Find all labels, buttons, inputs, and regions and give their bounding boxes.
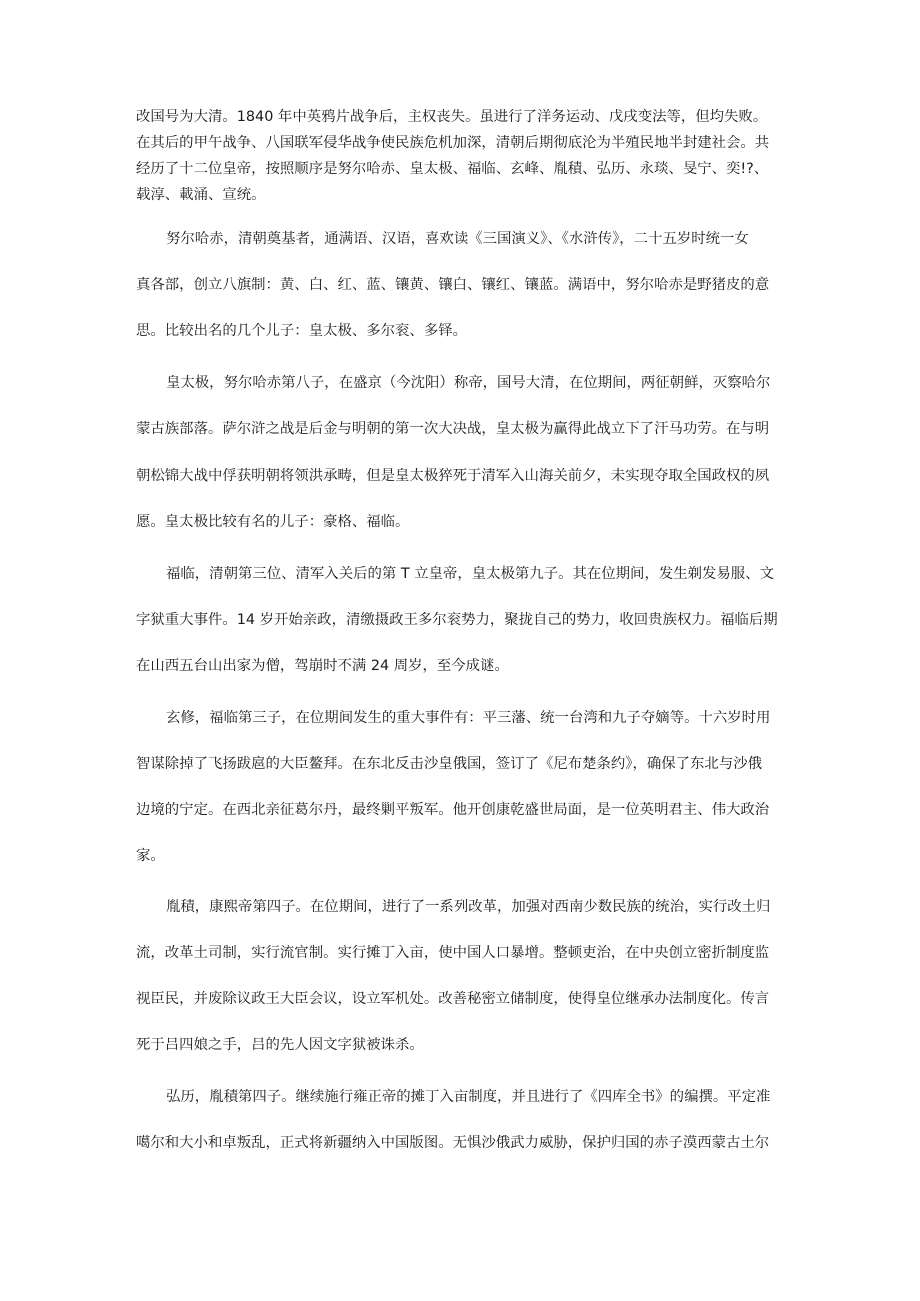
text-line: 皇太极，努尔哈赤第八子，在盛京（今沈阳）称帝，国号大清，在位期间，两征朝鲜，灭察哈尔	[166, 375, 771, 391]
text-line: 玄修，福临第三子，在位期间发生的重大事件有：平三藩、统一台湾和九子夺嫡等。十六岁时用	[166, 710, 771, 726]
text-line: 努尔哈赤，清朝奠基者，通满语、汉语，喜欢读《三国演义》、《水浒传》，二十五岁时统一女	[166, 231, 749, 247]
text-line: 福临，清朝第三位、清军入关后的第 T 立皇帝，皇太极第九子。其在位期间，发生剃发易服、文	[166, 566, 774, 582]
text-line: 胤積，康熙帝第四子。在位期间，进行了一系列改革，加强对西南少数民族的统治，实行改土归	[166, 899, 771, 915]
text-line: 改国号为大清。1840 年中英鸦片战争后，主权丧失。虽进行了洋务运动、戊戌变法等，但均失败。	[136, 109, 768, 125]
text-line: 在山西五台山出家为僧，驾崩时不满 24 周岁，至今成谜。	[136, 658, 509, 674]
text-line: 经历了十二位皇帝，按照顺序是努尔哈赤、皇太极、福临、玄峰、胤積、弘历、永琰、旻宁、奕!?、	[136, 161, 769, 177]
text-line: 载淳、載涌、宣统。	[136, 187, 266, 203]
text-line: 死于吕四娘之手，吕的先人因文字狱被诛杀。	[136, 1037, 424, 1053]
text-line: 字狱重大事件。14 岁开始亲政，清缴摄政王多尔衮势力，聚拢自己的势力，收回贵族权力。福临后期	[136, 612, 778, 628]
text-line: 思。比较出名的几个儿子：皇太极、多尔衮、多铎。	[136, 323, 467, 339]
text-line: 边境的宁定。在西北亲征葛尔丹，最终剿平叛军。他开创康乾盛世局面，是一位英明君主、伟大政治	[136, 802, 770, 818]
text-line: 真各部，创立八旗制：黄、白、红、蓝、镶黄、镶白、镶红、镶蓝。满语中，努尔哈赤是野猪皮的意	[136, 277, 770, 293]
text-line: 智谋除掉了飞扬跋扈的大臣鳌拜。在东北反击沙皇俄国，签订了《尼布楚条约》，确保了东北与沙俄	[136, 756, 762, 772]
text-line: 家。	[136, 848, 165, 864]
text-line: 愿。皇太极比较有名的儿子：豪格、福临。	[136, 514, 410, 530]
text-line: 弘历，胤積第四子。继续施行雍正帝的摊丁入亩制度，并且进行了《四库全书》的编撰。平定准	[166, 1089, 771, 1105]
text-line: 朝松锦大战中俘获明朝将领洪承畴，但是皇太极猝死于清军入山海关前夕，未实现夺取全国政权的夙	[136, 468, 770, 484]
text-line: 噶尔和大小和卓叛乱，正式将新疆纳入中国版图。无惧沙俄武力威胁，保护归国的赤子漠西蒙古土尔	[136, 1135, 770, 1151]
text-line: 视臣民，并废除议政王大臣会议，设立军机处。改善秘密立储制度，使得皇位继承办法制度化。传言	[136, 991, 770, 1007]
text-line: 在其后的甲午战争、八国联军侵华战争使民族危机加深，清朝后期彻底沦为半殖民地半封建社会。共	[136, 135, 770, 151]
text-line: 流，改革土司制，实行流官制。实行摊丁入亩，使中国人口暴增。整顿吏治，在中央创立密折制度监	[136, 945, 770, 961]
text-line: 蒙古族部落。萨尔浒之战是后金与明朝的第一次大决战，皇太极为赢得此战立下了汗马功劳。在与明	[136, 421, 770, 437]
